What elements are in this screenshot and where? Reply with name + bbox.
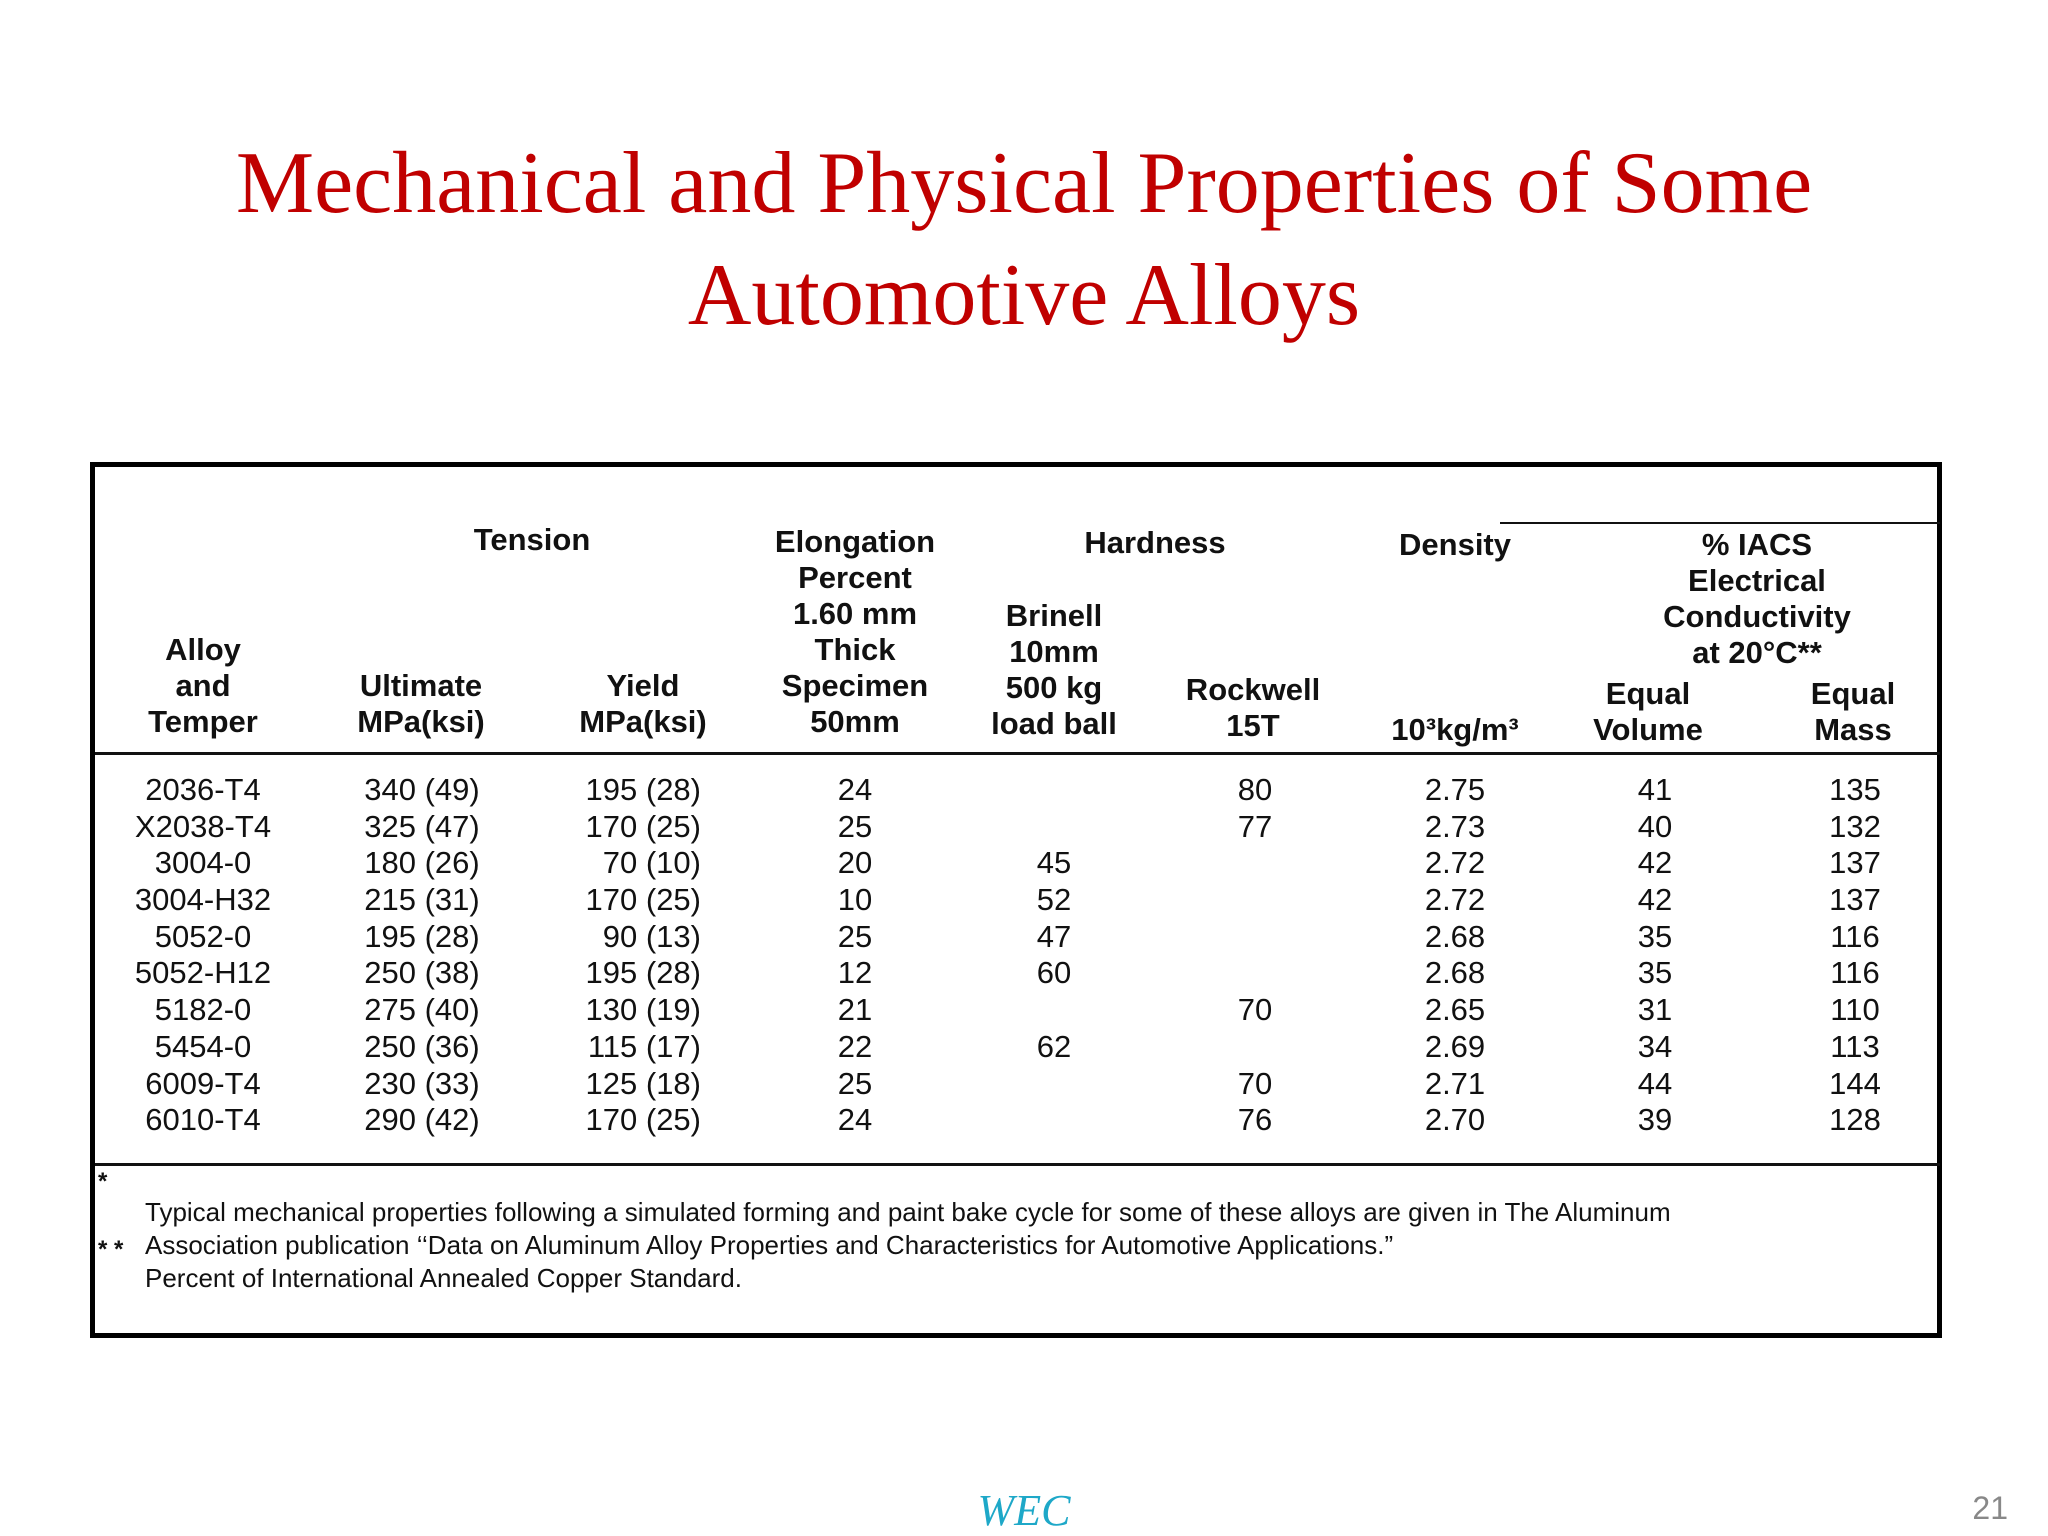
cell-equal-volume: 35 bbox=[1637, 955, 1673, 991]
cell-alloy: 2036-T4 bbox=[145, 772, 261, 807]
cell-equal-volume: 39 bbox=[1637, 1102, 1673, 1138]
cell-equal-mass: 132 bbox=[1829, 808, 1881, 844]
cell-yield: 115 (17) bbox=[587, 1028, 701, 1064]
header-elongation: Elongation Percent 1.60 mm Thick Specimen 50mm bbox=[774, 524, 936, 739]
cell-alloy: 5052-H12 bbox=[134, 955, 272, 991]
title-line-1: Mechanical and Physical Properties of Some bbox=[235, 135, 1813, 232]
cell-brinell bbox=[1037, 992, 1071, 1029]
cell-equal-volume: 42 bbox=[1637, 882, 1673, 918]
header-equal-volume: Equal Volume bbox=[1593, 676, 1703, 747]
cell-brinell: 52 bbox=[1036, 882, 1072, 918]
slide-title bbox=[0, 128, 2048, 352]
cell-yield: 70 (10) bbox=[602, 845, 701, 881]
cell-brinell bbox=[1037, 809, 1071, 846]
cell-equal-volume: 41 bbox=[1637, 772, 1673, 807]
footnote-line-3: Percent of International Annealed Copper Standard. bbox=[145, 1263, 742, 1293]
cell-ultimate: 325 (47) bbox=[364, 808, 480, 844]
cell-rockwell: 77 bbox=[1237, 808, 1273, 844]
cell-ultimate: 250 (36) bbox=[364, 1028, 480, 1064]
column-density bbox=[1425, 772, 1485, 1139]
cell-alloy: 3004-0 bbox=[154, 845, 252, 881]
cell-elongation: 25 bbox=[837, 918, 873, 954]
column-rockwell bbox=[1238, 772, 1272, 1139]
cell-equal-mass: 116 bbox=[1830, 918, 1880, 954]
cell-equal-volume: 44 bbox=[1637, 1065, 1673, 1101]
body-divider bbox=[95, 1163, 1940, 1166]
cell-alloy: 3004-H32 bbox=[134, 882, 272, 918]
cell-ultimate: 180 (26) bbox=[364, 845, 480, 881]
cell-rockwell: 76 bbox=[1237, 1102, 1273, 1138]
cell-rockwell bbox=[1238, 919, 1272, 956]
cell-elongation: 24 bbox=[837, 772, 873, 807]
cell-density: 2.69 bbox=[1424, 1028, 1486, 1064]
cell-yield: 170 (25) bbox=[585, 808, 701, 844]
cell-yield: 170 (25) bbox=[585, 882, 701, 918]
cell-equal-volume: 35 bbox=[1637, 918, 1673, 954]
cell-equal-volume: 31 bbox=[1637, 992, 1673, 1028]
cell-brinell bbox=[1037, 1102, 1071, 1139]
cell-yield: 90 (13) bbox=[602, 918, 701, 954]
cell-equal-volume: 40 bbox=[1637, 808, 1673, 844]
cell-elongation: 25 bbox=[837, 808, 873, 844]
page-number: 21 bbox=[1972, 1490, 2008, 1526]
header-top-rule bbox=[1500, 522, 1940, 524]
cell-density: 2.73 bbox=[1424, 808, 1486, 844]
header-rockwell: Rockwell 15T bbox=[1185, 672, 1321, 743]
cell-elongation: 20 bbox=[837, 845, 873, 881]
footnote-line-2: Association publication ‘‘Data on Aluminum Alloy Properties and Characteristics for Automotive Applications.” bbox=[145, 1230, 1394, 1260]
cell-yield: 130 (19) bbox=[585, 992, 701, 1028]
cell-equal-mass: 116 bbox=[1830, 955, 1880, 991]
cell-equal-volume: 34 bbox=[1637, 1028, 1673, 1064]
cell-equal-mass: 113 bbox=[1830, 1028, 1880, 1064]
cell-brinell: 60 bbox=[1036, 955, 1072, 991]
header-iacs: % IACS Electrical Conductivity at 20°C** bbox=[1663, 527, 1851, 670]
cell-brinell: 45 bbox=[1036, 845, 1072, 881]
cell-yield: 195 (28) bbox=[585, 955, 701, 991]
cell-equal-volume: 42 bbox=[1637, 845, 1673, 881]
cell-equal-mass: 137 bbox=[1829, 882, 1881, 918]
header-yield: Yield MPa(ksi) bbox=[579, 668, 707, 739]
footnote-mark-2: * * bbox=[98, 1236, 124, 1263]
column-alloy bbox=[135, 772, 271, 1139]
cell-brinell: 47 bbox=[1036, 918, 1072, 954]
cell-elongation: 10 bbox=[837, 882, 873, 918]
cell-equal-mass: 110 bbox=[1830, 992, 1880, 1028]
cell-rockwell: 70 bbox=[1237, 992, 1273, 1028]
cell-density: 2.70 bbox=[1424, 1102, 1486, 1138]
cell-rockwell bbox=[1238, 845, 1272, 882]
cell-equal-mass: 144 bbox=[1829, 1065, 1881, 1101]
cell-ultimate: 230 (33) bbox=[364, 1065, 480, 1101]
cell-brinell: 62 bbox=[1036, 1028, 1072, 1064]
cell-ultimate: 290 (42) bbox=[364, 1102, 480, 1138]
cell-rockwell bbox=[1238, 1029, 1272, 1066]
cell-ultimate: 275 (40) bbox=[364, 992, 480, 1028]
cell-ultimate: 195 (28) bbox=[364, 918, 480, 954]
cell-alloy: 5052-0 bbox=[154, 918, 252, 954]
wec-logo: WEC bbox=[977, 1486, 1071, 1535]
cell-yield: 125 (18) bbox=[585, 1065, 701, 1101]
cell-elongation: 22 bbox=[837, 1028, 873, 1064]
cell-elongation: 12 bbox=[837, 955, 873, 991]
cell-density: 2.68 bbox=[1424, 918, 1486, 954]
cell-alloy: 6009-T4 bbox=[145, 1065, 261, 1101]
cell-alloy: 6010-T4 bbox=[145, 1102, 261, 1138]
cell-equal-mass: 137 bbox=[1829, 845, 1881, 881]
column-yield bbox=[586, 772, 701, 1139]
header-ultimate: Ultimate MPa(ksi) bbox=[357, 668, 485, 739]
cell-elongation: 24 bbox=[837, 1102, 873, 1138]
cell-density: 2.68 bbox=[1424, 955, 1486, 991]
title-line-2: Automotive Alloys bbox=[687, 247, 1361, 344]
cell-density: 2.72 bbox=[1424, 882, 1486, 918]
cell-yield: 195 (28) bbox=[585, 772, 701, 807]
column-equal-volume bbox=[1638, 772, 1672, 1139]
cell-density: 2.72 bbox=[1424, 845, 1486, 881]
cell-density: 2.71 bbox=[1424, 1065, 1486, 1101]
footnote-line-1: Typical mechanical properties following a simulated forming and paint bake cycle for some of these alloys are given in The Aluminum bbox=[145, 1197, 1671, 1227]
cell-rockwell: 80 bbox=[1237, 772, 1273, 807]
header-equal-mass: Equal Mass bbox=[1810, 676, 1896, 747]
cell-density: 2.65 bbox=[1424, 992, 1486, 1028]
cell-elongation: 21 bbox=[837, 992, 873, 1028]
header-divider bbox=[95, 752, 1940, 755]
header-brinell: Brinell 10mm 500 kg load ball bbox=[991, 598, 1117, 741]
cell-rockwell: 70 bbox=[1237, 1065, 1273, 1101]
column-brinell bbox=[1037, 772, 1071, 1139]
column-elongation bbox=[838, 772, 872, 1139]
cell-brinell bbox=[1037, 772, 1071, 809]
cell-ultimate: 340 (49) bbox=[364, 772, 480, 807]
cell-ultimate: 250 (38) bbox=[364, 955, 480, 991]
footnote-mark-1: * bbox=[98, 1168, 108, 1195]
cell-alloy: 5182-0 bbox=[154, 992, 252, 1028]
cell-rockwell bbox=[1238, 955, 1272, 992]
cell-yield: 170 (25) bbox=[585, 1102, 701, 1138]
header-alloy: Alloy and Temper bbox=[148, 632, 258, 739]
header-hardness: Hardness bbox=[1084, 525, 1226, 560]
cell-density: 2.75 bbox=[1424, 772, 1486, 807]
header-density: Density bbox=[1399, 527, 1511, 562]
cell-brinell bbox=[1037, 1066, 1071, 1103]
cell-elongation: 25 bbox=[837, 1065, 873, 1101]
header-density-unit: 10³kg/m³ bbox=[1391, 712, 1519, 747]
column-ultimate bbox=[364, 772, 479, 1139]
cell-equal-mass: 128 bbox=[1829, 1102, 1881, 1138]
cell-rockwell bbox=[1238, 882, 1272, 919]
cell-alloy: 5454-0 bbox=[154, 1028, 252, 1064]
cell-alloy: X2038-T4 bbox=[134, 808, 272, 844]
cell-equal-mass: 135 bbox=[1829, 772, 1881, 807]
header-tension: Tension bbox=[473, 522, 591, 557]
cell-ultimate: 215 (31) bbox=[364, 882, 480, 918]
column-equal-mass bbox=[1829, 772, 1881, 1139]
